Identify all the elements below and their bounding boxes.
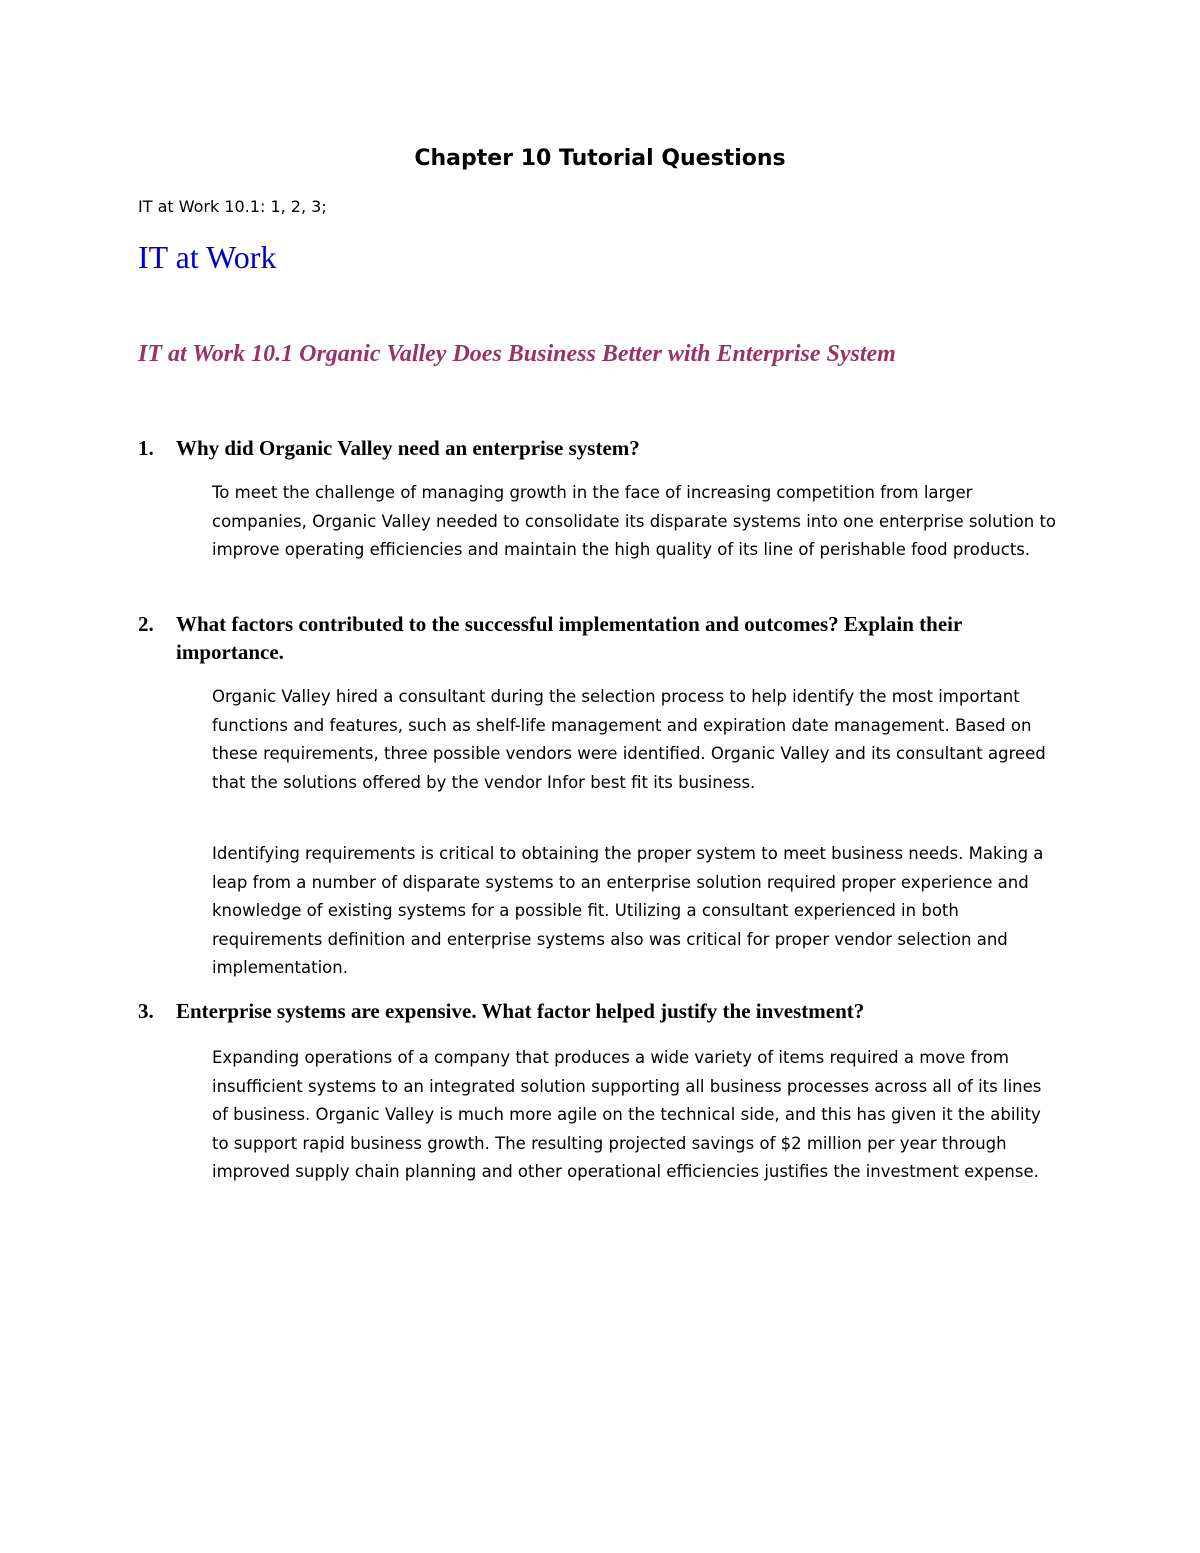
question-2-answer-1: Organic Valley hired a consultant during the selection process to help identify the most important functions and features, such as shelf-life management and expiration date management. Based on these requirements, three possible vendors were identified. Organic Valley and its consultant agreed that the solutions offered by the vendor Infor best fit its business. — [212, 687, 1046, 792]
question-1-answer: To meet the challenge of managing growth in the face of increasing competition from larger companies, Organic Valley needed to consolidate its disparate systems into one enterprise solution to improve operating efficiencies and maintain the high quality of its line of perishable food products. — [212, 483, 1057, 560]
question-2-answer-2: Identifying requirements is critical to obtaining the proper system to meet business needs. Making a leap from a number of disparate systems to an enterprise solution required proper experience and knowledge of existing systems for a possible fit. Utilizing a consultant experienced in both requirements definition and enterprise systems also was critical for proper vendor selection and implementation. — [212, 844, 1044, 978]
assignment-reference: IT at Work 10.1: 1, 2, 3; — [138, 197, 327, 216]
question-2-text: What factors contributed to the successful implementation and outcomes? Explain their importance. — [176, 612, 962, 664]
question-1-text: Why did Organic Valley need an enterprise system? — [176, 436, 640, 460]
case-study-title: IT at Work 10.1 Organic Valley Does Business Better with Enterprise System — [138, 341, 896, 367]
question-3-number: 3. — [138, 999, 154, 1023]
question-2-number: 2. — [138, 612, 154, 636]
page-title: Chapter 10 Tutorial Questions — [414, 146, 786, 171]
question-1-number: 1. — [138, 436, 154, 460]
question-3-answer: Expanding operations of a company that produces a wide variety of items required a move from insufficient systems to an integrated solution supporting all business processes across all of its lines of business. Organic Valley is much more agile on the technical side, and this has given it the ability to support rapid business growth. The resulting projected savings of $2 million per year through improved supply chain planning and other operational efficiencies justifies the investment expense. — [212, 1048, 1042, 1182]
section-heading: IT at Work — [138, 239, 277, 275]
question-3-text: Enterprise systems are expensive. What factor helped justify the investment? — [176, 999, 865, 1023]
